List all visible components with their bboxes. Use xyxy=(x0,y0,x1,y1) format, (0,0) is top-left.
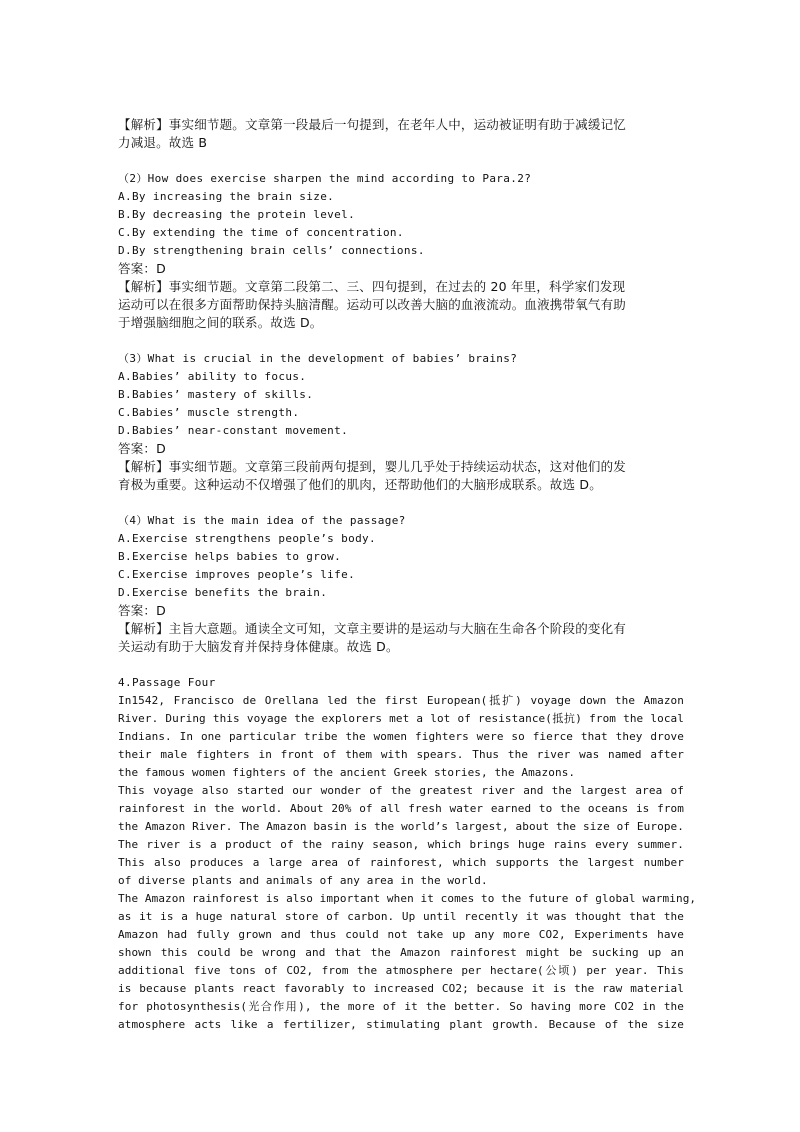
passage-line: shown this could be wrong and that the Amazon rainforest might be sucking up an xyxy=(118,946,684,959)
question-text: （4）What is the main idea of the passage? xyxy=(118,514,406,527)
passage-line: their male fighters in front of them with spears. Thus the river was named after xyxy=(118,748,684,761)
option-d: D.Exercise benefits the brain. xyxy=(118,586,328,599)
passage-line: for photosynthesis(光合作用), the more of it the better. So having more CO2 in the xyxy=(118,1000,684,1013)
spacer xyxy=(118,656,684,674)
passage-line: River. During this voyage the explorers met a lot of resistance(抵抗) from the local xyxy=(118,712,684,725)
option-a: A.Babies’ ability to focus. xyxy=(118,370,307,383)
passage-line: Amazon had fully grown and thus could not take up any more CO2, Experiments have xyxy=(118,928,684,941)
passage-line: rainforest in the world. About 20% of all fresh water earned to the oceans is from xyxy=(118,802,684,815)
option-c: C.Babies’ muscle strength. xyxy=(118,406,300,419)
passage-line: additional five tons of CO2, from the atmosphere per hectare(公顷) per year. This xyxy=(118,964,684,977)
passage-line: atmosphere acts like a fertilizer, stimulating plant growth. Because of the size xyxy=(118,1018,684,1031)
answer-text: 答案：D xyxy=(118,441,166,456)
option-b: B.Babies’ mastery of skills. xyxy=(118,388,314,401)
analysis-line: 【解析】事实细节题。文章第二段第二、三、四句提到，在过去的 20 年里，科学家们发现 xyxy=(118,279,626,294)
passage-four xyxy=(118,674,697,1034)
option-d: D.By strengthening brain cells’ connections. xyxy=(118,244,425,257)
passage-line: The Amazon rainforest is also important when it comes to the future of global warming, xyxy=(118,892,697,905)
option-c: C.By extending the time of concentration. xyxy=(118,226,404,239)
question-4 xyxy=(118,512,684,656)
passage-line: the famous women fighters of the ancient Greek stories, the Amazons. xyxy=(118,766,576,779)
passage-line: Indians. In one particular tribe the women fighters were so fierce that they drove xyxy=(118,730,684,743)
option-b: B.By decreasing the protein level. xyxy=(118,208,356,221)
analysis-line: 运动可以在很多方面帮助保持头脑清醒。运动可以改善大脑的血液流动。血液携带氧气有助 xyxy=(118,297,627,312)
passage-line: This voyage also started our wonder of the greatest river and the largest area of xyxy=(118,784,684,797)
analysis-line: 关运动有助于大脑发育并保持身体健康。故选 D。 xyxy=(118,639,399,654)
option-d: D.Babies’ near-constant movement. xyxy=(118,424,349,437)
question-2 xyxy=(118,170,684,332)
analysis-line: 【解析】事实细节题。文章第三段前两句提到，婴儿几乎处于持续运动状态，这对他们的发 xyxy=(118,459,627,474)
answer-text: 答案：D xyxy=(118,261,166,276)
analysis-line: 于增强脑细胞之间的联系。故选 D。 xyxy=(118,315,323,330)
analysis-line: 【解析】事实细节题。文章第一段最后一句提到，在老年人中，运动被证明有助于减缓记忆 xyxy=(118,117,627,132)
passage-title: 4.Passage Four xyxy=(118,676,216,689)
option-c: C.Exercise improves people’s life. xyxy=(118,568,356,581)
spacer xyxy=(118,332,684,350)
analysis-q1 xyxy=(118,116,684,152)
question-3 xyxy=(118,350,684,494)
spacer xyxy=(118,152,684,170)
question-text: （3）What is crucial in the development of babies’ brains? xyxy=(118,352,518,365)
question-text: （2）How does exercise sharpen the mind according to Para.2? xyxy=(118,172,532,185)
passage-line: the Amazon River. The Amazon basin is the world’s largest, about the size of Europe. xyxy=(118,820,684,833)
passage-line: In1542, Francisco de Orellana led the first European(抵扩) voyage down the Amazon xyxy=(118,694,684,707)
option-b: B.Exercise helps babies to grow. xyxy=(118,550,342,563)
analysis-line: 力减退。故选 B xyxy=(118,135,208,150)
passage-line: as it is a huge natural store of carbon. Up until recently it was thought that the xyxy=(118,910,684,923)
spacer xyxy=(118,494,684,512)
passage-line: The river is a product of the rainy season, which brings huge rains every summer. xyxy=(118,838,684,851)
passage-line: is because plants react favorably to increased CO2; because it is the raw material xyxy=(118,982,684,995)
option-a: A.Exercise strengthens people’s body. xyxy=(118,532,376,545)
passage-line: This also produces a large area of rainforest, which supports the largest number xyxy=(118,856,684,869)
answer-text: 答案：D xyxy=(118,603,166,618)
analysis-line: 育极为重要。这种运动不仅增强了他们的肌肉，还帮助他们的大脑形成联系。故选 D。 xyxy=(118,477,602,492)
analysis-line: 【解析】主旨大意题。通读全文可知，文章主要讲的是运动与大脑在生命各个阶段的变化有 xyxy=(118,621,627,636)
document-page xyxy=(118,116,697,1034)
option-a: A.By increasing the brain size. xyxy=(118,190,335,203)
passage-line: of diverse plants and animals of any area in the world. xyxy=(118,874,488,887)
